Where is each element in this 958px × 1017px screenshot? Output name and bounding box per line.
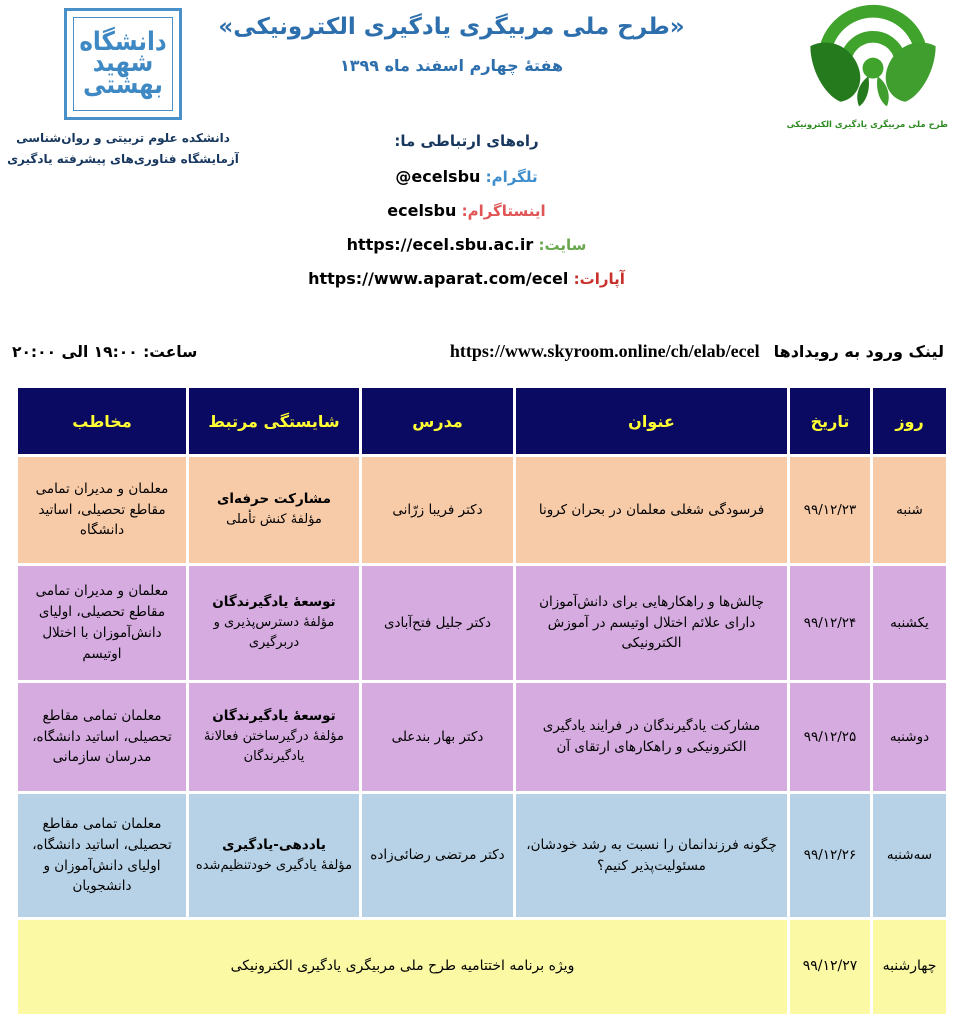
cell-day: یکشنبه <box>873 566 946 680</box>
schedule-bar <box>12 341 944 362</box>
table-row <box>18 457 946 563</box>
cell-date: ۹۹/۱۲/۲۵ <box>790 683 870 791</box>
table-row-final <box>18 920 946 1014</box>
table-row <box>18 683 946 791</box>
top-banner <box>0 0 958 385</box>
cell-audience: معلمان تمامی مقاطع تحصیلی، اساتید دانشگاه، مدرسان سازمانی <box>18 683 186 791</box>
competency-title: یاددهی-یادگیری <box>222 836 326 853</box>
university-logo-calligraphy <box>73 17 173 111</box>
table-row <box>18 566 946 680</box>
page-title: «طرح ملی مربیگری یادگیری الکترونیکی» <box>218 14 685 40</box>
cell-instructor: دکتر فریبا زرّانی <box>362 457 513 563</box>
events-link <box>450 341 944 362</box>
cell-title: فرسودگی شغلی معلمان در بحران کرونا <box>516 457 787 563</box>
instagram-handle: ecelsbu <box>387 201 457 220</box>
header-instructor: مدرس <box>362 388 513 454</box>
cell-instructor: دکتر بهار بندعلی <box>362 683 513 791</box>
cell-audience: معلمان تمامی مقاطع تحصیلی، اساتید دانشگاه، اولیای دانش‌آموزان و دانشجویان <box>18 794 186 917</box>
cell-competency <box>189 457 359 563</box>
contact-heading: راه‌های ارتباطی ما: <box>394 132 539 150</box>
aparat-label: آپارات: <box>573 270 625 288</box>
competency-title: توسعهٔ یادگیرندگان <box>212 594 336 611</box>
contact-item-telegram <box>255 167 678 186</box>
header-competency: شایستگی مرتبط <box>189 388 359 454</box>
cell-date: ۹۹/۱۲/۲۶ <box>790 794 870 917</box>
aparat-url: https://www.aparat.com/ecel <box>308 269 569 288</box>
cell-title: چگونه فرزندانمان را نسبت به رشد خودشان، مسئولیت‌پذیر کنیم؟ <box>516 794 787 917</box>
competency-detail: مؤلفهٔ دسترس‌پذیری و دربرگیری <box>213 615 335 651</box>
competency-title: مشارکت حرفه‌ای <box>217 491 331 508</box>
telegram-label: تلگرام: <box>485 168 538 186</box>
instagram-label: اینستاگرام: <box>461 202 546 220</box>
page-subtitle: هفتهٔ چهارم اسفند ماه ۱۳۹۹ <box>339 56 564 75</box>
contact-item-instagram <box>255 201 678 220</box>
cell-title: چالش‌ها و راهکارهایی برای دانش‌آموزان دارای علائم اختلال اوتیسم در آموزش الکترونیکی <box>516 566 787 680</box>
header-audience: مخاطب <box>18 388 186 454</box>
cell-competency <box>189 683 359 791</box>
telegram-handle: @ecelsbu <box>395 167 481 186</box>
schedule-table <box>15 385 949 1017</box>
university-logo-word: بهشتی <box>83 69 163 100</box>
program-logo-graphic <box>803 2 943 118</box>
header-day: روز <box>873 388 946 454</box>
lab-name: آزمایشگاه فناوری‌های پیشرفته یادگیری <box>7 152 239 166</box>
cell-day: سه‌شنبه <box>873 794 946 917</box>
cell-date: ۹۹/۱۲/۲۳ <box>790 457 870 563</box>
faculty-name: دانشکده علوم تربیتی و روان‌شناسی <box>16 131 230 145</box>
contact-item-website <box>255 235 678 254</box>
person-head-icon <box>863 58 884 79</box>
contact-item-aparat <box>255 269 678 288</box>
header-title: عنوان <box>516 388 787 454</box>
cell-date: ۹۹/۱۲/۲۴ <box>790 566 870 680</box>
cell-competency <box>189 794 359 917</box>
cell-instructor: دکتر مرتضی رضائی‌زاده <box>362 794 513 917</box>
cell-date: ۹۹/۱۲/۲۷ <box>790 920 870 1014</box>
cell-title: مشارکت یادگیرندگان در فرایند یادگیری الکترونیکی و راهکارهای ارتقای آن <box>516 683 787 791</box>
cell-closing-note: ویژه برنامه اختتامیه طرح ملی مربیگری یادگیری الکترونیکی <box>18 920 787 1014</box>
competency-detail: مؤلفهٔ درگیرساختن فعالانهٔ یادگیرندگان <box>204 729 344 765</box>
cell-audience: معلمان و مدیران تمامی مقاطع تحصیلی، اولیای دانش‌آموزان با اختلال اوتیسم <box>18 566 186 680</box>
website-url: https://ecel.sbu.ac.ir <box>346 235 534 254</box>
program-logo <box>786 2 948 130</box>
cell-day: شنبه <box>873 457 946 563</box>
university-logo-word: شهید <box>92 48 154 78</box>
cell-competency <box>189 566 359 680</box>
cell-audience: معلمان و مدیران تمامی مقاطع تحصیلی، اساتید دانشگاه <box>18 457 186 563</box>
table-header-row <box>18 388 946 454</box>
competency-detail: مؤلفهٔ یادگیری خودتنظیم‌شده <box>195 857 353 873</box>
events-link-url: https://www.skyroom.online/ch/elab/ecel <box>449 341 760 361</box>
website-label: سایت: <box>538 236 587 254</box>
events-link-label: لینک ورود به رویدادها <box>773 342 944 361</box>
cell-day: دوشنبه <box>873 683 946 791</box>
program-logo-caption: طرح ملی مربیگری یادگیری الکترونیکی <box>786 120 948 130</box>
cell-instructor: دکتر جلیل فتح‌آبادی <box>362 566 513 680</box>
table-row <box>18 794 946 917</box>
session-time: ساعت: ۱۹:۰۰ الی ۲۰:۰۰ <box>12 342 198 361</box>
contact-block <box>255 132 678 303</box>
cell-day: چهارشنبه <box>873 920 946 1014</box>
competency-title: توسعهٔ یادگیرندگان <box>212 708 336 725</box>
university-logo <box>64 8 182 120</box>
university-logo-word: دانشگاه <box>79 27 167 57</box>
header-date: تاریخ <box>790 388 870 454</box>
competency-detail: مؤلفهٔ کنش تأملی <box>226 512 322 528</box>
